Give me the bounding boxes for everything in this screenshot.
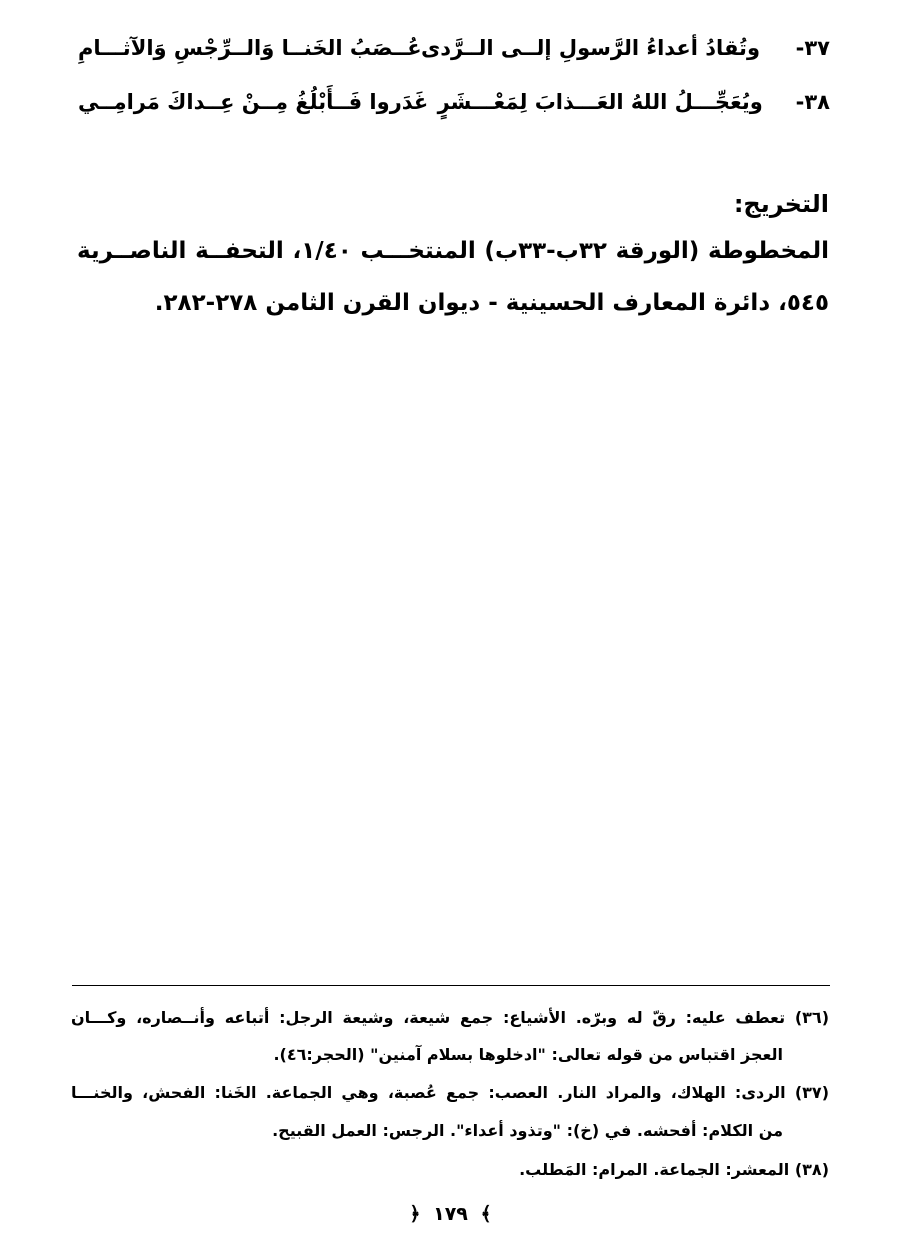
footnote-37: (٣٧) الردى: الهلاك، والمراد النار. العصب: جمع عُصبة، وهي الجماعة. الخَنا: الفحش، والخنـــا xyxy=(71,1083,829,1102)
takhrij-line: المخطوطة (الورقة ٣٢ب-٣٣ب) المنتخـــب ١/٤٠، التحفــة الناصــرية xyxy=(77,238,829,264)
footnote-36: (٣٦) تعطف عليه: رقّ له وبرّه. الأشياع: جمع شيعة، وشيعة الرجل: أتباعه وأنــصاره، وكـــان xyxy=(71,1008,829,1027)
takhrij-heading: التخريج: xyxy=(733,190,829,218)
footnote-36-continuation: العجز اقتباس من قوله تعالى: "ادخلوها بسلام آمنين" (الحجر:٤٦). xyxy=(273,1045,783,1064)
ornament-left: ﴿ xyxy=(409,1203,421,1225)
verse-37 xyxy=(78,28,830,68)
footnote-divider xyxy=(72,985,830,986)
page-number-value: ١٧٩ xyxy=(433,1203,468,1225)
verse-number: ٣٨- xyxy=(795,90,830,114)
verse-second-hemistich: غَدَروا فَــأَبْلُغُ مِــنْ عِــداكَ مَرامِــي xyxy=(78,90,429,114)
page-number xyxy=(0,1203,901,1225)
verse-first-hemistich: وتُقادُ أعداءُ الرَّسولِ إلــى الــرَّدى xyxy=(421,36,760,60)
verse-first-hemistich: ويُعَجِّـــلُ اللهُ العَـــذابَ لِمَعْـــشَرٍ xyxy=(437,90,763,114)
verse-number: ٣٧- xyxy=(795,36,830,60)
verse-second-hemistich: عُــصَبُ الخَنــا وَالــرِّجْسِ وَالآثـــامِ xyxy=(78,36,422,60)
footnote-38: (٣٨) المعشر: الجماعة. المرام: المَطلب. xyxy=(519,1160,829,1179)
takhrij-line: ٥٤٥، دائرة المعارف الحسينية - ديوان القرن الثامن ٢٧٨-٢٨٢. xyxy=(154,290,829,316)
footnote-37-continuation: من الكلام: أفحشه. في (خ): "وتذود أعداء". الرجس: العمل القبيح. xyxy=(272,1121,783,1140)
verse-38 xyxy=(78,82,830,122)
ornament-right: ﴾ xyxy=(480,1203,492,1225)
